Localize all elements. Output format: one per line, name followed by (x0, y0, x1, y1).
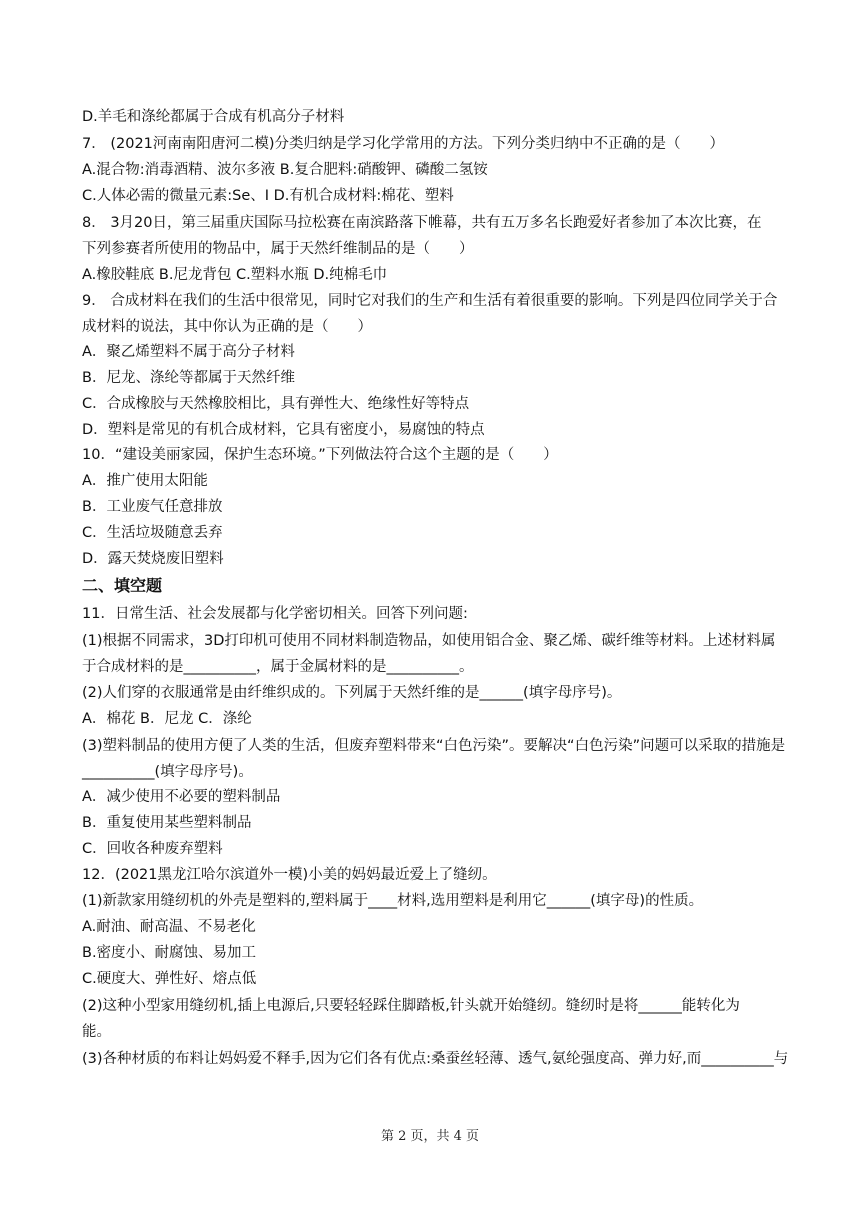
text-line: C．生活垃圾随意丢弃 (82, 525, 223, 541)
text-line: (1)根据不同需求，3D打印机可使用不同材料制造物品，如使用铝合金、聚乙烯、碳纤维等材料。上述材料属 (82, 633, 776, 649)
text-line: B．重复使用某些塑料制品 (82, 815, 252, 831)
text-line: A．推广使用太阳能 (82, 473, 208, 489)
text-line: A．减少使用不必要的塑料制品 (82, 789, 281, 805)
text-line: C．回收各种废弃塑料 (82, 841, 223, 857)
text-line: C．合成橡胶与天然橡胶相比，具有弹性大、绝缘性好等特点 (82, 396, 470, 412)
text-line: C.人体必需的微量元素:Se、I D.有机合成材料:棉花、塑料 (82, 188, 454, 204)
text-line: A.橡胶鞋底 B.尼龙背包 C.塑料水瓶 D.纯棉毛巾 (82, 267, 388, 283)
text-line: (1)新款家用缝纫机的外壳是塑料的,塑料属于____材料,选用塑料是利用它______(填字母)的性质。 (82, 893, 704, 909)
text-line: B．工业废气任意排放 (82, 499, 223, 515)
text-line: 下列参赛者所使用的物品中，属于天然纤维制品的是（ ） (82, 241, 474, 257)
text-line: A.混合物:消毒酒精、波尔多液 B.复合肥料:硝酸钾、磷酸二氢铵 (82, 162, 488, 178)
text-line: (2)这种小型家用缝纫机,插上电源后,只要轻轻踩住脚踏板,针头就开始缝纫。缝纫时是将______能转化为 (82, 998, 740, 1014)
text-line: 成材料的说法，其中你认为正确的是（ ） (82, 319, 372, 335)
text-line: D.羊毛和涤纶都属于合成有机高分子材料 (82, 109, 345, 125)
text-line: 11．日常生活、社会发展都与化学密切相关。回答下列问题: (82, 606, 468, 622)
text-line: C.硬度大、弹性好、熔点低 (82, 971, 257, 987)
text-line: (3)塑料制品的使用方便了人类的生活，但废弃塑料带来“白色污染”。要解决“白色污染”问题可以采取的措施是 (82, 738, 786, 754)
text-line: 能。 (82, 1024, 111, 1040)
text-line: B．尼龙、涤纶等都属于天然纤维 (82, 370, 295, 386)
text-line: D．塑料是常见的有机合成材料，它具有密度小，易腐蚀的特点 (82, 422, 485, 438)
page-footer: 第 2 页，共 4 页 (380, 1129, 480, 1144)
text-line: 9． 合成材料在我们的生活中很常见，同时它对我们的生产和生活有着很重要的影响。下列是四位同学关于合 (82, 293, 778, 309)
text-line: 于合成材料的是__________，属于金属材料的是__________。 (82, 659, 474, 675)
text-line: B.密度小、耐腐蚀、易加工 (82, 945, 257, 961)
text-line: (2)人们穿的衣服通常是由纤维织成的。下列属于天然纤维的是______(填字母序号)。 (82, 685, 622, 701)
text-line: (3)各种材质的布料让妈妈爱不释手,因为它们各有优点:桑蚕丝轻薄、透气,氨纶强度高、弹力好,而__________与 (82, 1051, 789, 1067)
text-line: __________(填字母序号)。 (82, 764, 253, 780)
section-heading: 二、填空题 (82, 576, 163, 595)
text-line: A．棉花 B．尼龙 C．涤纶 (82, 711, 252, 727)
text-line: 12．(2021黑龙江哈尔滨道外一模)小美的妈妈最近爱上了缝纫。 (82, 867, 497, 883)
text-line: 7． (2021河南南阳唐河二模)分类归纳是学习化学常用的方法。下列分类归纳中不正确的是（ ） (82, 136, 725, 152)
text-line: A．聚乙烯塑料不属于高分子材料 (82, 344, 295, 360)
text-line: A.耐油、耐高温、不易老化 (82, 919, 256, 935)
text-line: 8． 3月20日，第三届重庆国际马拉松赛在南滨路落下帷幕，共有五万多名长跑爱好者参加了本次比赛，在 (82, 215, 762, 231)
text-line: D．露天焚烧废旧塑料 (82, 551, 224, 567)
text-line: 10．“建设美丽家园，保护生态环境。”下列做法符合这个主题的是（ ） (82, 447, 558, 463)
